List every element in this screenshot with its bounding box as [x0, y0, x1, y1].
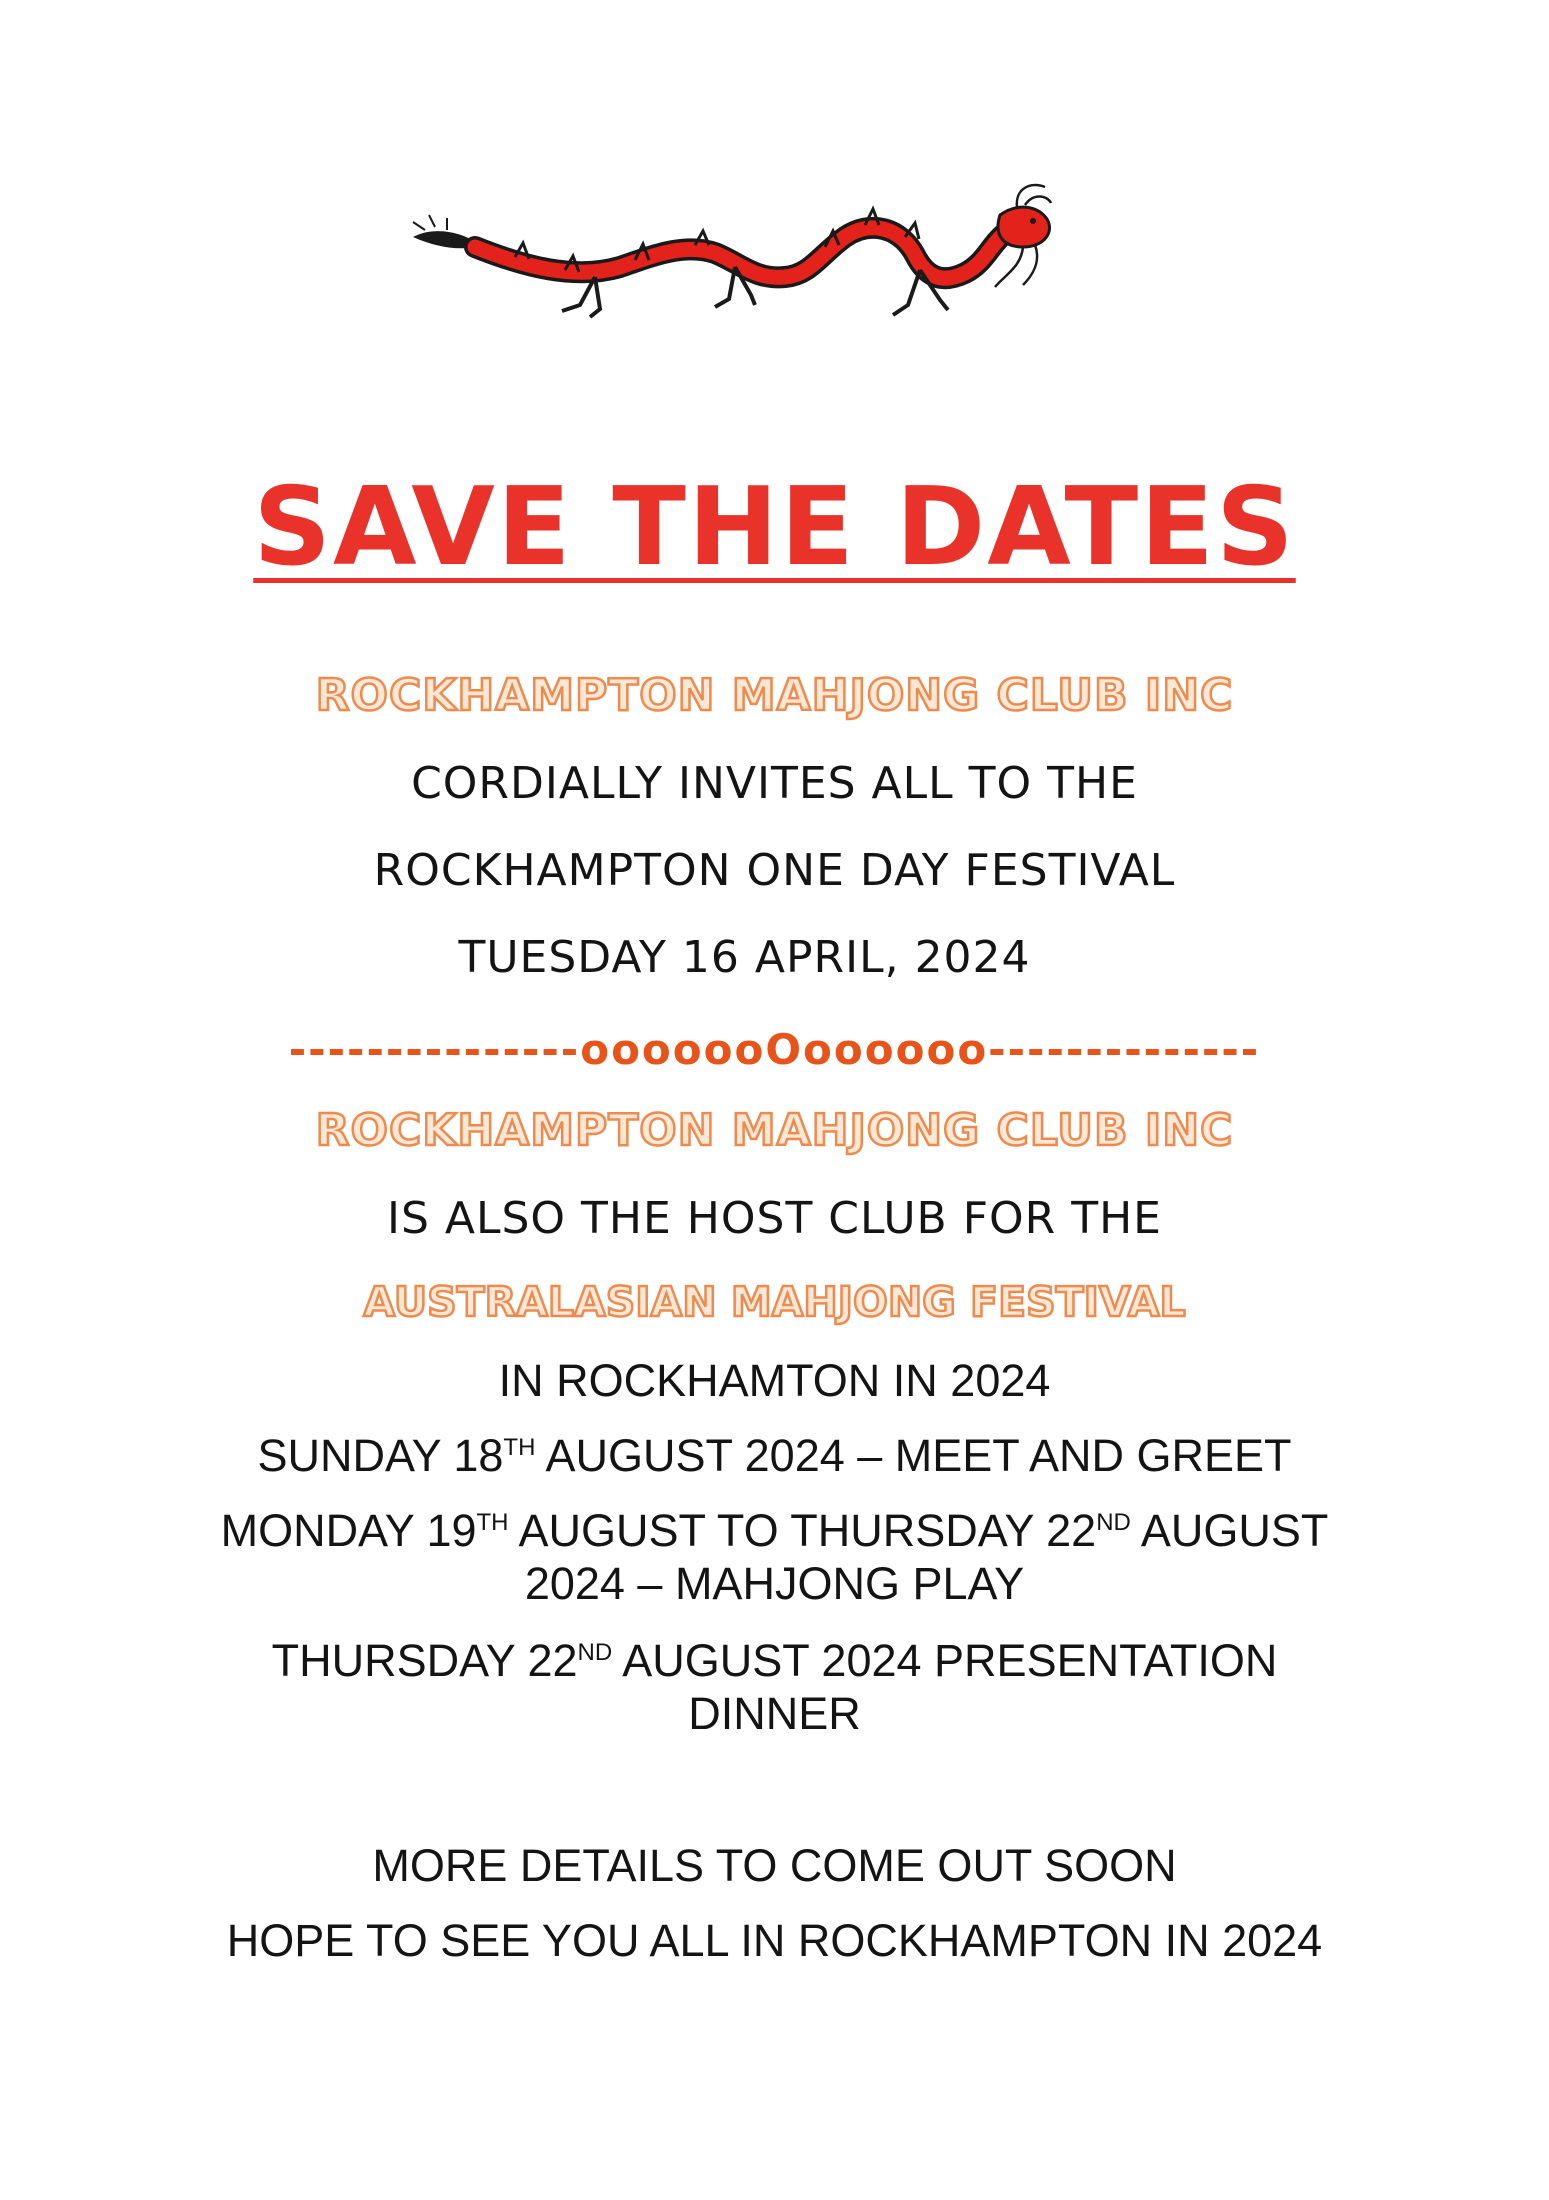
club-name: ROCKHAMPTON MAHJONG CLUB INC	[315, 670, 1234, 721]
host-line: IS ALSO THE HOST CLUB FOR THE	[386, 1193, 1162, 1244]
festival-name: AUSTRALASIAN MAHJONG FESTIVAL	[363, 1278, 1186, 1326]
event-date: TUESDAY 16 APRIL, 2024	[458, 932, 1031, 983]
schedule-thursday: THURSDAY 22ND AUGUST 2024 PRESENTATION	[271, 1635, 1278, 1686]
club-name: ROCKHAMPTON MAHJONG CLUB INC	[315, 1105, 1234, 1156]
closing-details: MORE DETAILS TO COME OUT SOON	[372, 1840, 1177, 1891]
headline: SAVE THE DATES	[253, 465, 1296, 590]
schedule-thursday-cont: DINNER	[688, 1688, 861, 1739]
schedule-sunday: SUNDAY 18TH AUGUST 2024 – MEET AND GREET	[257, 1430, 1292, 1481]
dragon-icon	[405, 175, 1055, 370]
invite-line: CORDIALLY INVITES ALL TO THE	[411, 758, 1138, 809]
divider: ---------------ooooooOoooooo--------------	[288, 1025, 1261, 1074]
schedule-monday-cont: 2024 – MAHJONG PLAY	[524, 1558, 1025, 1609]
festival-title-line: ROCKHAMPTON ONE DAY FESTIVAL	[373, 845, 1176, 896]
schedule-monday: MONDAY 19TH AUGUST TO THURSDAY 22ND AUGUST	[220, 1505, 1329, 1556]
closing-hope: HOPE TO SEE YOU ALL IN ROCKHAMPTON IN 2024	[226, 1915, 1323, 1966]
location-line: IN ROCKHAMTON IN 2024	[498, 1355, 1051, 1406]
